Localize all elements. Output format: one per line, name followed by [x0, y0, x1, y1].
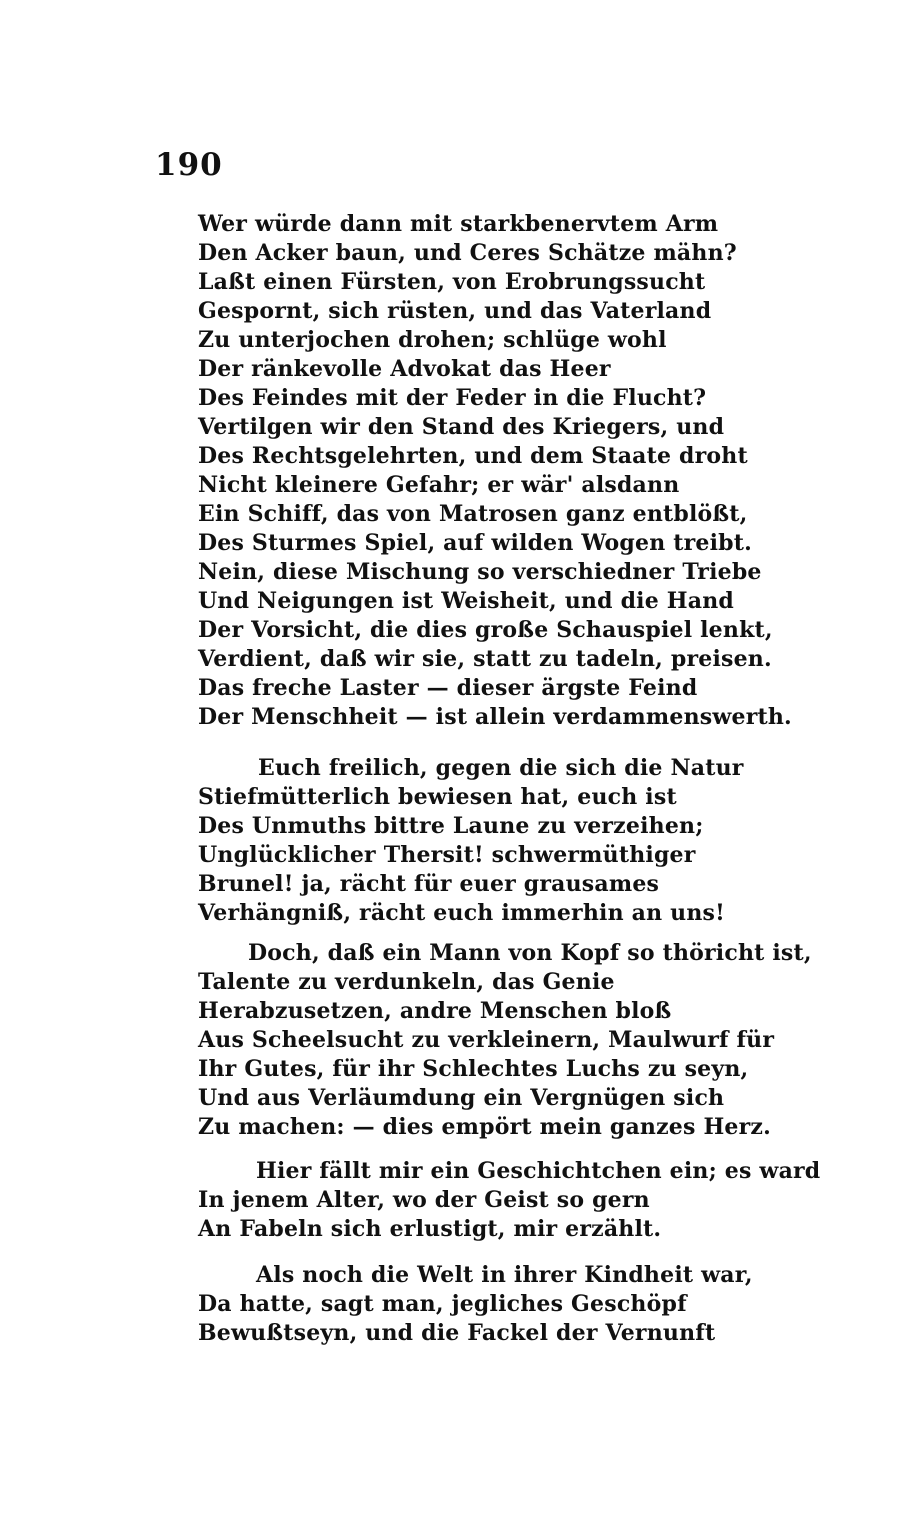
- poem-line: Stiefmütterlich bewiesen hat, euch ist: [198, 784, 677, 810]
- poem-line: Bewußtseyn, und die Fackel der Vernunft: [198, 1320, 716, 1346]
- poem-line: In jenem Alter, wo der Geist so gern: [198, 1187, 650, 1213]
- poem-line: Vertilgen wir den Stand des Kriegers, und: [198, 414, 725, 440]
- poem-line: Nein, diese Mischung so verschiedner Triebe: [198, 559, 762, 585]
- poem-line: Der Menschheit — ist allein verdammenswerth.: [198, 704, 792, 730]
- poem-line: Des Unmuths bittre Laune zu verzeihen;: [198, 813, 704, 839]
- poem-line: Der ränkevolle Advokat das Heer: [198, 356, 611, 382]
- poem-line: Euch freilich, gegen die sich die Natur: [258, 755, 744, 781]
- poem-line: Laßt einen Fürsten, von Erobrungssucht: [198, 269, 706, 295]
- poem-line: Ein Schiff, das von Matrosen ganz entblößt,: [198, 501, 748, 527]
- poem-line: Den Acker baun, und Ceres Schätze mähn?: [198, 240, 737, 266]
- poem-line: Zu unterjochen drohen; schlüge wohl: [198, 327, 667, 353]
- poem-line: Des Feindes mit der Feder in die Flucht?: [198, 385, 707, 411]
- poem-line: An Fabeln sich erlustigt, mir erzählt.: [198, 1216, 662, 1242]
- poem-line: Nicht kleinere Gefahr; er wär' alsdann: [198, 472, 680, 498]
- poem-line: Der Vorsicht, die dies große Schauspiel lenkt,: [198, 617, 773, 643]
- poem-line: Hier fällt mir ein Geschichtchen ein; es ward: [256, 1158, 821, 1184]
- poem-line: Als noch die Welt in ihrer Kindheit war,: [256, 1262, 753, 1288]
- poem-line: Gespornt, sich rüsten, und das Vaterland: [198, 298, 712, 324]
- poem-line: Unglücklicher Thersit! schwermüthiger: [198, 842, 696, 868]
- poem-line: Ihr Gutes, für ihr Schlechtes Luchs zu seyn,: [198, 1056, 749, 1082]
- poem-line: Verdient, daß wir sie, statt zu tadeln, preisen.: [198, 646, 772, 672]
- poem-line: Des Sturmes Spiel, auf wilden Wogen treibt.: [198, 530, 752, 556]
- poem-line: Brunel! ja, rächt für euer grausames: [198, 871, 660, 897]
- poem-line: Da hatte, sagt man, jegliches Geschöpf: [198, 1291, 687, 1317]
- poem-line: Und Neigungen ist Weisheit, und die Hand: [198, 588, 734, 614]
- poem-line: Verhängniß, rächt euch immerhin an uns!: [198, 900, 726, 926]
- poem-line: Und aus Verläumdung ein Vergnügen sich: [198, 1085, 725, 1111]
- poem-line: Das freche Laster — dieser ärgste Feind: [198, 675, 698, 701]
- poem-line: Wer würde dann mit starkbenervtem Arm: [198, 211, 719, 237]
- poem-line: Des Rechtsgelehrten, und dem Staate droht: [198, 443, 748, 469]
- poem-line: Zu machen: — dies empört mein ganzes Herz.: [198, 1114, 771, 1140]
- poem-line: Doch, daß ein Mann von Kopf so thöricht ist,: [248, 940, 812, 966]
- page-number: 190: [155, 147, 223, 183]
- poem-line: Herabzusetzen, andre Menschen bloß: [198, 998, 672, 1024]
- poem-line: Talente zu verdunkeln, das Genie: [198, 969, 615, 995]
- poem-line: Aus Scheelsucht zu verkleinern, Maulwurf für: [198, 1027, 775, 1053]
